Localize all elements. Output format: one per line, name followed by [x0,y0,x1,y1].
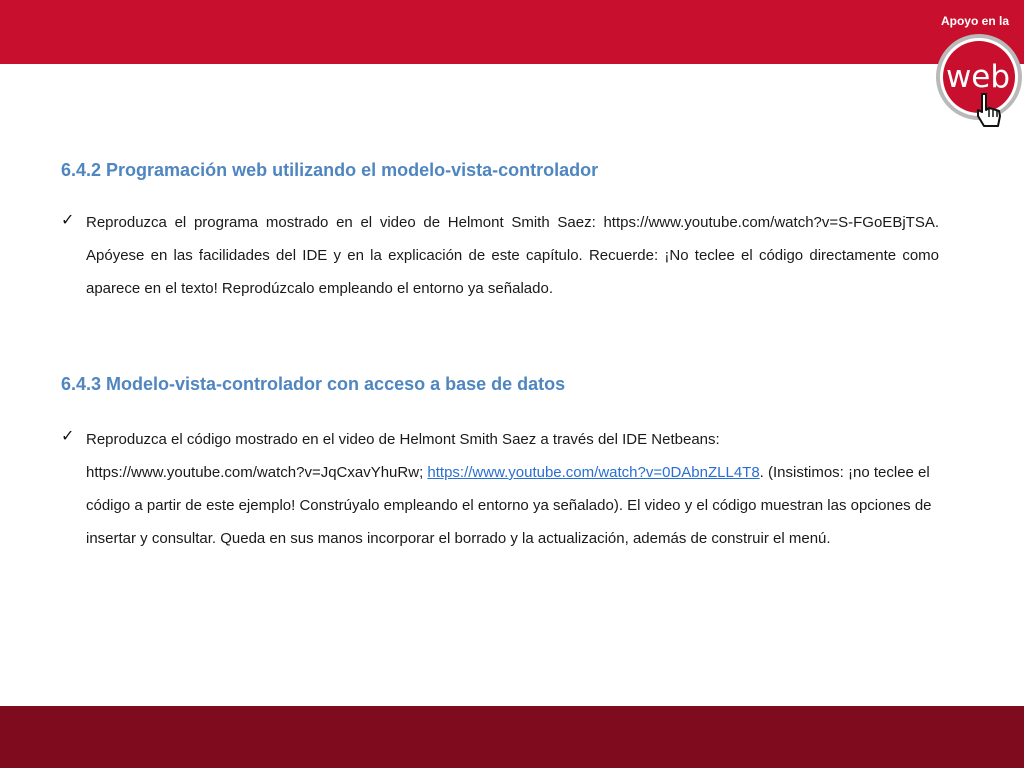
section-title-6-4-3: 6.4.3 Modelo-vista-controlador con acceso a base de datos [61,374,566,394]
checkmark-icon: ✓ [61,212,75,229]
bullet-paragraph-2 [86,423,939,555]
logo-word: web [945,59,1011,95]
paragraph-text: . (Insistimos: ¡no teclee el código a partir de este ejemplo! Constrúyalo empleando el entorno ya señalado). El video y el código muestran las opciones de insertar y consultar. Queda en sus manos incorporar el borrado y la actualización, además de construir el menú. [86,464,932,547]
bottom-banner [0,706,1024,768]
logo-caption: Apoyo en la [940,14,1009,28]
url-text: https://www.youtube.com/watch?v=JqCxavYhuRw; [86,464,428,481]
bullet-paragraph-1: Reproduzca el programa mostrado en el video de Helmont Smith Saez: https://www.youtube.com/watch?v=S-FGoEBjTSA. Apóyese en las facilidades del IDE y en la explicación de este capítulo. Recuerde: ¡No teclee el código directamente como aparece en el texto! Reprodúzcalo empleando el entorno ya señalado. [86,214,939,297]
top-banner [0,0,1024,64]
video-link[interactable]: https://www.youtube.com/watch?v=0DAbnZLL4T8 [427,464,760,481]
section-title-6-4-2: 6.4.2 Programación web utilizando el modelo-vista-controlador [61,160,599,180]
paragraph-text: Reproduzca el código mostrado en el video de Helmont Smith Saez a través del IDE Netbeans: [86,431,720,448]
checkmark-icon: ✓ [61,428,75,445]
apoyo-web-logo [928,8,1024,138]
